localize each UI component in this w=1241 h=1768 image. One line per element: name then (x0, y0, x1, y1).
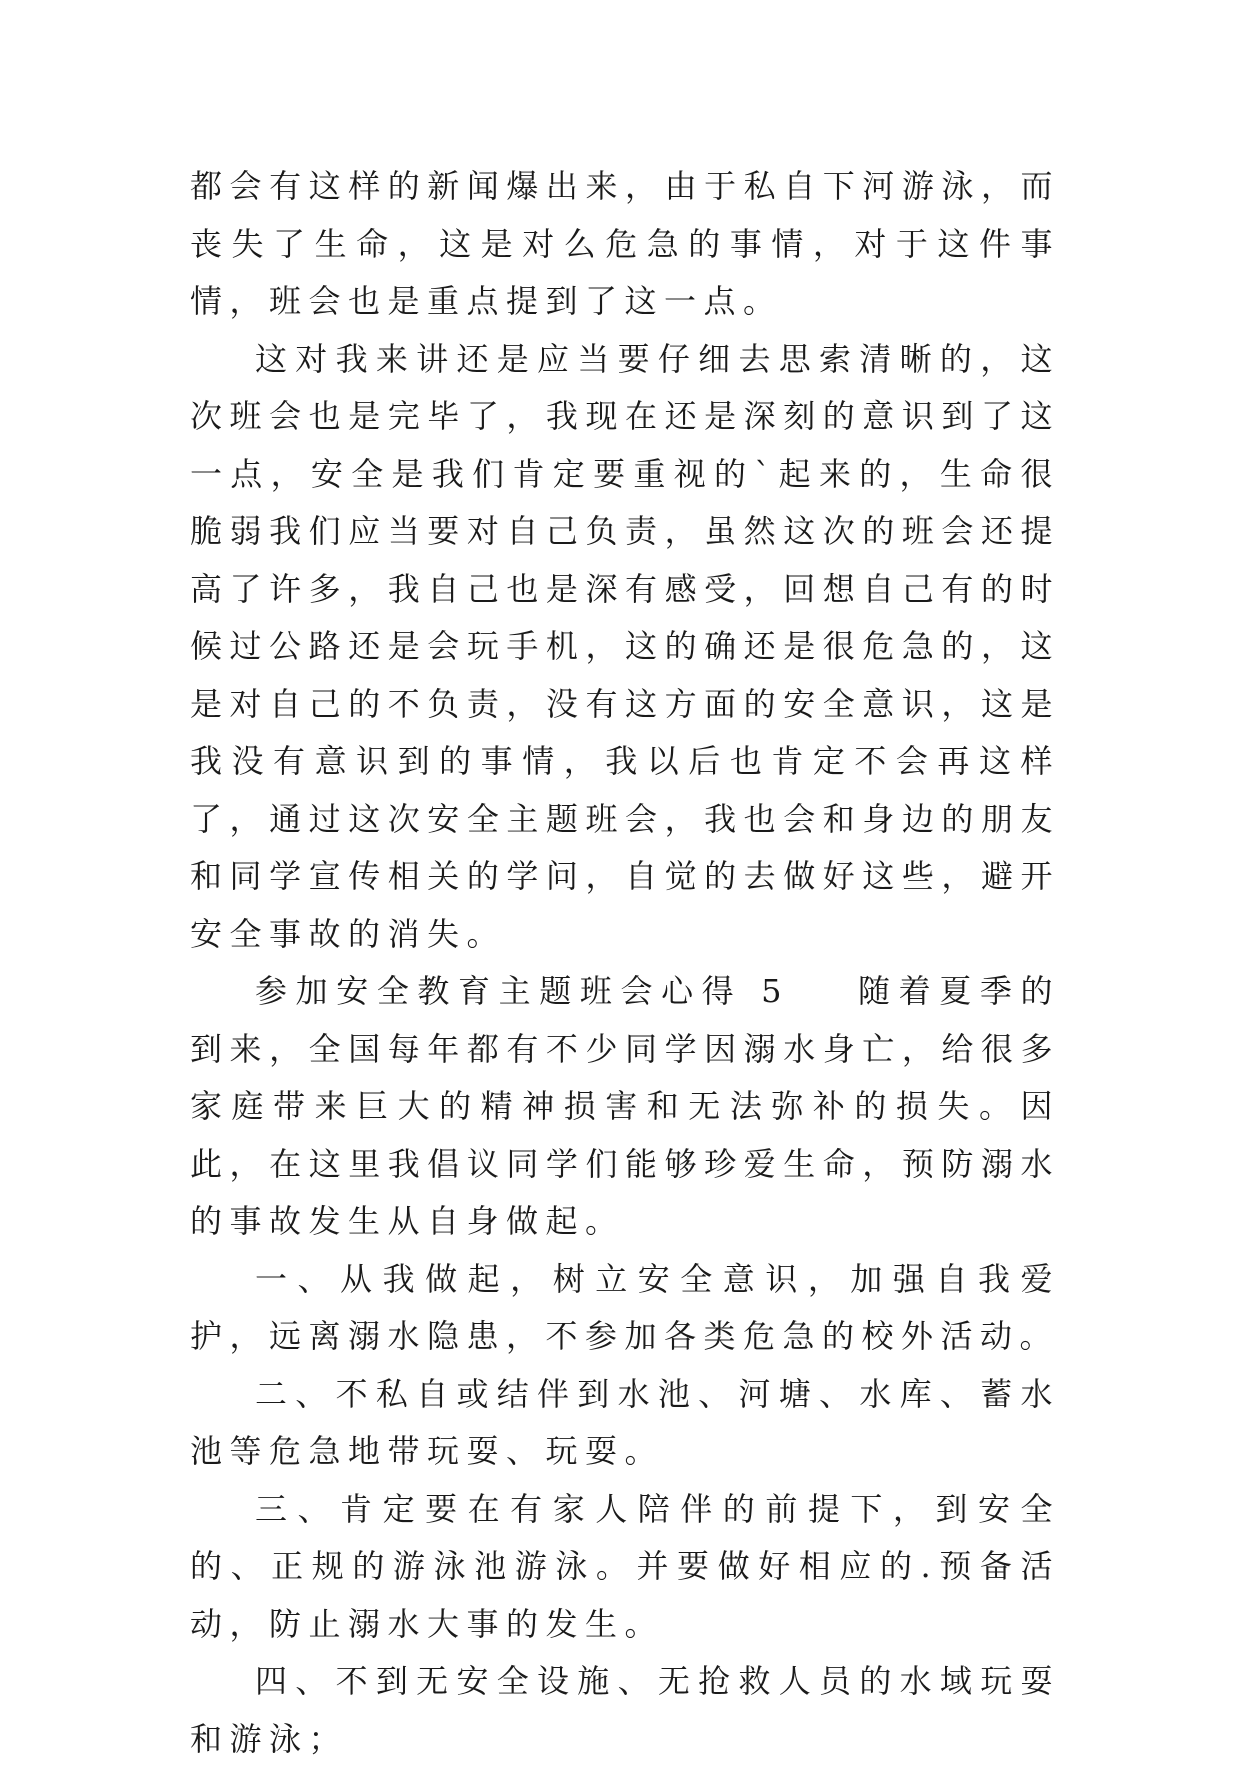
paragraph-2: 这对我来讲还是应当要仔细去思索清晰的，这次班会也是完毕了，我现在还是深刻的意识到了这一点，安全是我们肯定要重视的`起来的，生命很脆弱我们应当要对自己负责，虽然这次的班会还提高了许多，我自己也是深有感受，回想自己有的时候过公路还是会玩手机，这的确还是很危急的，这是对自己的不负责，没有这方面的安全意识，这是我没有意识到的事情，我以后也肯定不会再这样了，通过这次安全主题班会，我也会和身边的朋友和同学宣传相关的学问，自觉的去做好这些，避开安全事故的消失。 (190, 339, 1060, 953)
document-body (190, 158, 1060, 1768)
paragraph-3 (190, 963, 1060, 1251)
paragraph-4: 一、从我做起，树立安全意识，加强自我爱护，远离溺水隐患，不参加各类危急的校外活动。 (190, 1259, 1060, 1355)
paragraph-1: 都会有这样的新闻爆出来，由于私自下河游泳，而丧失了生命，这是对么危急的事情，对于这件事情，班会也是重点提到了这一点。 (190, 167, 1060, 320)
section-heading: 参加安全教育主题班会心得 5 (255, 972, 789, 1010)
paragraph-5: 二、不私自或结伴到水池、河塘、水库、蓄水池等危急地带玩耍、玩耍。 (190, 1374, 1060, 1470)
paragraph-3-text: 随着夏季的到来，全国每年都有不少同学因溺水身亡，给很多家庭带来巨大的精神损害和无法弥补的损失。因此，在这里我倡议同学们能够珍爱生命，预防溺水的事故发生从自身做起。 (190, 972, 1060, 1240)
paragraph-6: 三、肯定要在有家人陪伴的前提下，到安全的、正规的游泳池游泳。并要做好相应的.预备活动，防止溺水大事的发生。 (190, 1489, 1060, 1643)
paragraph-7: 四、不到无安全设施、无抢救人员的水域玩耍和游泳； (190, 1662, 1060, 1758)
